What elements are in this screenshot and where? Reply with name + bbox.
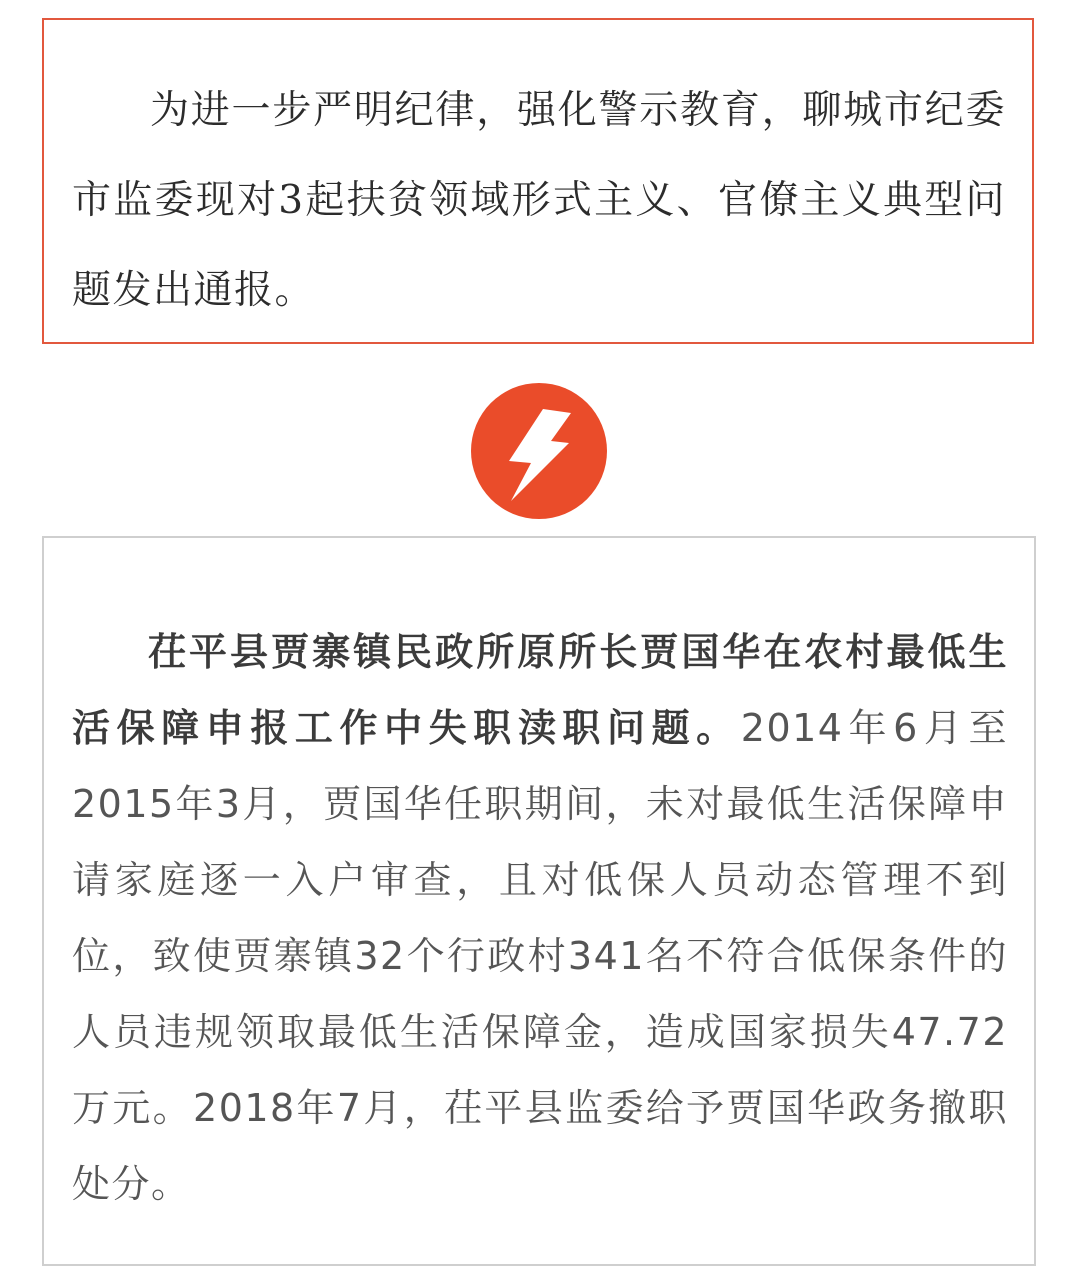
intro-notice-box bbox=[42, 18, 1034, 344]
case-report-box bbox=[42, 536, 1036, 1266]
case-paragraph bbox=[72, 614, 1008, 1222]
case-headline: 茌平县贾寨镇民政所原所长贾国华在农村最低生活保障申报工作中失职渎职问题。 bbox=[72, 630, 1008, 750]
lightning-bolt-icon bbox=[471, 383, 607, 519]
case-body: 2014年6月至2015年3月，贾国华任职期间，未对最低生活保障申请家庭逐一入户审查，且对低保人员动态管理不到位，致使贾寨镇32个行政村341名不符合低保条件的人员违规领取最低生活保障金，造成国家损失47.72万元。2018年7月，茌平县监委给予贾国华政务撤职处分。 bbox=[72, 706, 1008, 1206]
intro-paragraph: 为进一步严明纪律，强化警示教育，聊城市纪委市监委现对3起扶贫领域形式主义、官僚主义典型问题发出通报。 bbox=[72, 88, 1006, 313]
lightning-badge bbox=[471, 383, 607, 519]
